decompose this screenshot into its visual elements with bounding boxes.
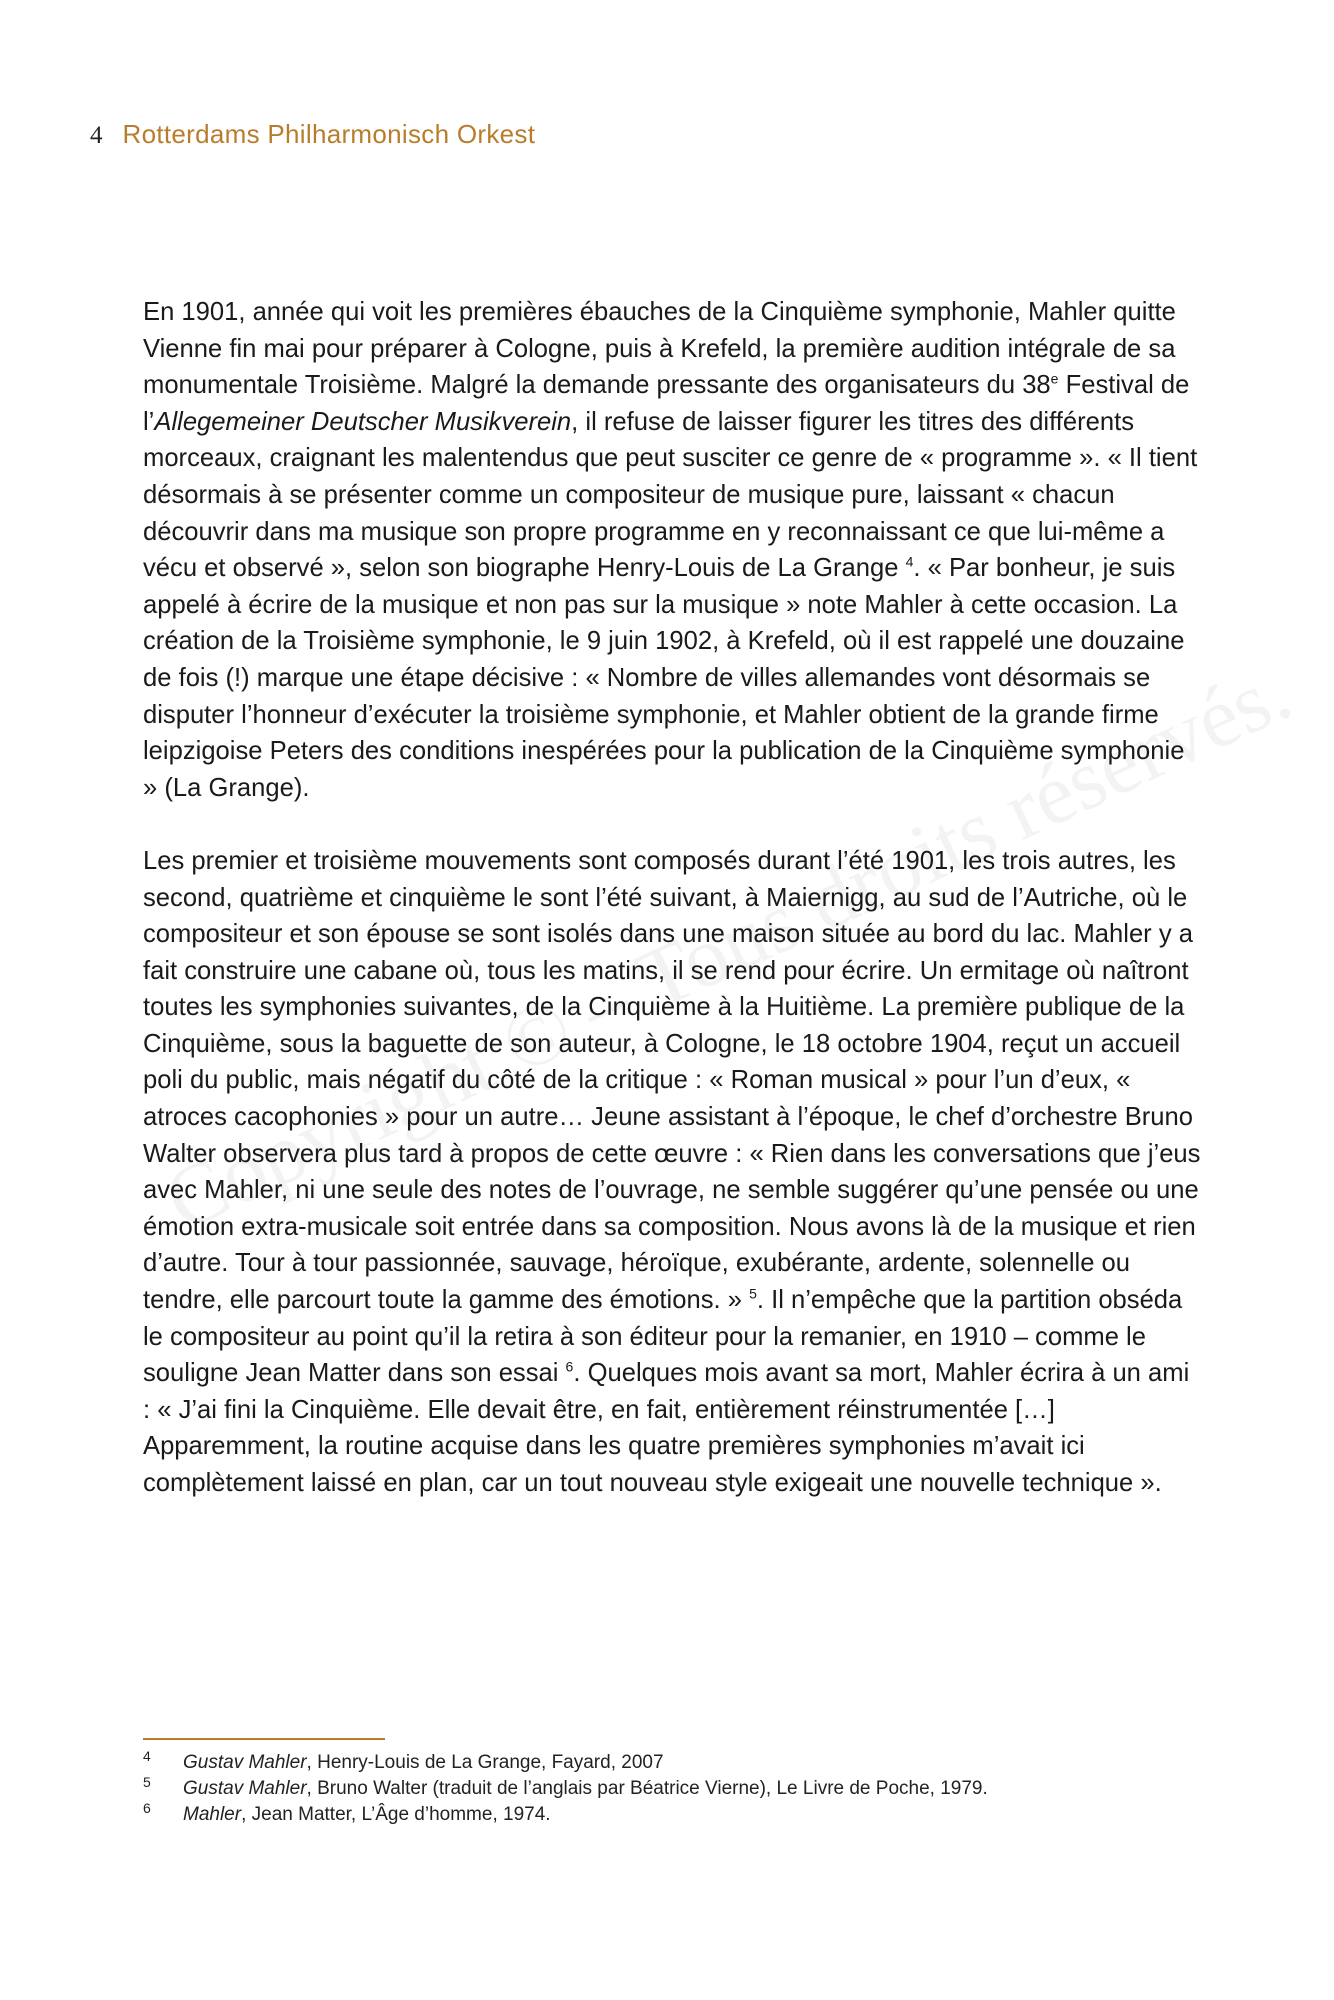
- paragraph-1-text-d: . « Par bonheur, je suis appelé à écrire de la musique et non pas sur la musique » note Mahler à cette occasion. La création de la Troisième symphonie, le 9 juin 1902, à Krefeld, où il est rappelé une douzaine de fois (!) marque une étape décisive : « Nombre de villes allemandes vont désormais se disputer l’honneur d’exécuter la troisième symphonie, et Mahler obtient de la grande firme leipzigoise Peters des conditions inespérées pour la publication de la Cinquième symphonie » (La Grange).: [143, 554, 1185, 802]
- footnote-divider: [143, 1738, 385, 1740]
- page-header: [90, 118, 535, 152]
- italic-title: Allegemeiner Deutscher Musikverein: [154, 407, 572, 436]
- footnotes: [143, 1750, 988, 1828]
- paragraph-2-text-a: Les premier et troisième mouvements sont composés durant l’été 1901, les trois autres, les second, quatrième et cinquième le sont l’été suivant, à Maiernigg, au sud de l’Autriche, où le compositeur et son épouse se sont isolés dans une maison située au bord du lac. Mahler y a fait construire une cabane où, tous les matins, il se rend pour écrire. Un ermitage où naîtront toutes les symphonies suivantes, de la Cinquième à la Huitième. La première publique de la Cinquième, sous la baguette de son auteur, à Cologne, le 18 octobre 1904, reçut un accueil poli du public, mais négatif du côté de la critique : « Roman musical » pour l’un d’eux, « atroces cacophonies » pour un autre… Jeune assistant à l’époque, le chef d’orchestre Bruno Walter observera plus tard à propos de cette œuvre : « Rien dans les conversations que j’eus avec Mahler, ni une seule des notes de l’ouvrage, ne semble suggérer qu’une pensée ou une émotion extra-musicale soit entrée dans sa composition. Nous avons là de la musique et rien d’autre. Tour à tour passionnée, sauvage, héroïque, exubérante, ardente, solennelle ou tendre, elle parcourt toute la gamme des émotions. »: [143, 846, 1201, 1315]
- footnote-4: [143, 1750, 988, 1776]
- footnote-number: 4: [143, 1748, 151, 1764]
- footnote-6: [143, 1802, 988, 1828]
- footnote-5: [143, 1776, 988, 1802]
- paragraph-1-text-b: Festival de l’: [143, 371, 1190, 436]
- running-title: Rotterdams Philharmonisch Orkest: [122, 119, 536, 149]
- body-text: [143, 294, 1203, 1502]
- paragraph-2-text-b: . Il n’empêche que la partition obséda le compositeur au point qu’il la retira à son éditeur pour la remanier, en 1910 – comme le souligne Jean Matter dans son essai: [143, 1286, 1183, 1388]
- footnote-title: Mahler: [183, 1804, 242, 1825]
- paragraph-1: [143, 294, 1203, 806]
- paragraph-2: [143, 843, 1203, 1502]
- footnote-title: Gustav Mahler: [183, 1752, 307, 1773]
- footnote-ref-5[interactable]: 5: [749, 1285, 757, 1302]
- footnote-text: , Jean Matter, L’Âge d’homme, 1974.: [241, 1804, 551, 1825]
- ordinal-superscript: e: [1050, 370, 1059, 387]
- page-number: 4: [90, 122, 103, 149]
- footnote-number: 6: [143, 1800, 151, 1816]
- footnote-ref-6[interactable]: 6: [565, 1358, 574, 1375]
- footnote-title: Gustav Mahler: [183, 1778, 307, 1799]
- footnote-text: , Bruno Walter (traduit de l’anglais par Béatrice Vierne), Le Livre de Poche, 1979.: [306, 1778, 988, 1799]
- paragraph-1-text-a: En 1901, année qui voit les premières ébauches de la Cinquième symphonie, Mahler quitte Vienne fin mai pour préparer à Cologne, puis à Krefeld, la première audition intégrale de sa monumentale Troisième. Malgré la demande pressante des organisateurs du 38: [143, 298, 1176, 400]
- footnote-ref-4[interactable]: 4: [905, 553, 914, 570]
- footnote-text: , Henry-Louis de La Grange, Fayard, 2007: [306, 1752, 664, 1773]
- paragraph-1-text-c: , il refuse de laisser figurer les titres des différents morceaux, craignant les malentendus que peut susciter ce genre de « programme ». « Il tient désormais à se présenter comme un compositeur de musique pure, laissant « chacun découvrir dans ma musique son propre programme en y reconnaissant ce que lui-même a vécu et observé », selon son biographe Henry-Louis de La Grange: [143, 407, 1198, 583]
- paragraph-2-text-c: . Quelques mois avant sa mort, Mahler écrira à un ami : « J’ai fini la Cinquième. Elle devait être, en fait, entièrement réinstrumentée […] Apparemment, la routine acquise dans les quatre premières symphonies m’avait ici complètement laissé en plan, car un tout nouveau style exigeait une nouvelle technique ».: [143, 1359, 1190, 1497]
- footnote-number: 5: [143, 1774, 151, 1790]
